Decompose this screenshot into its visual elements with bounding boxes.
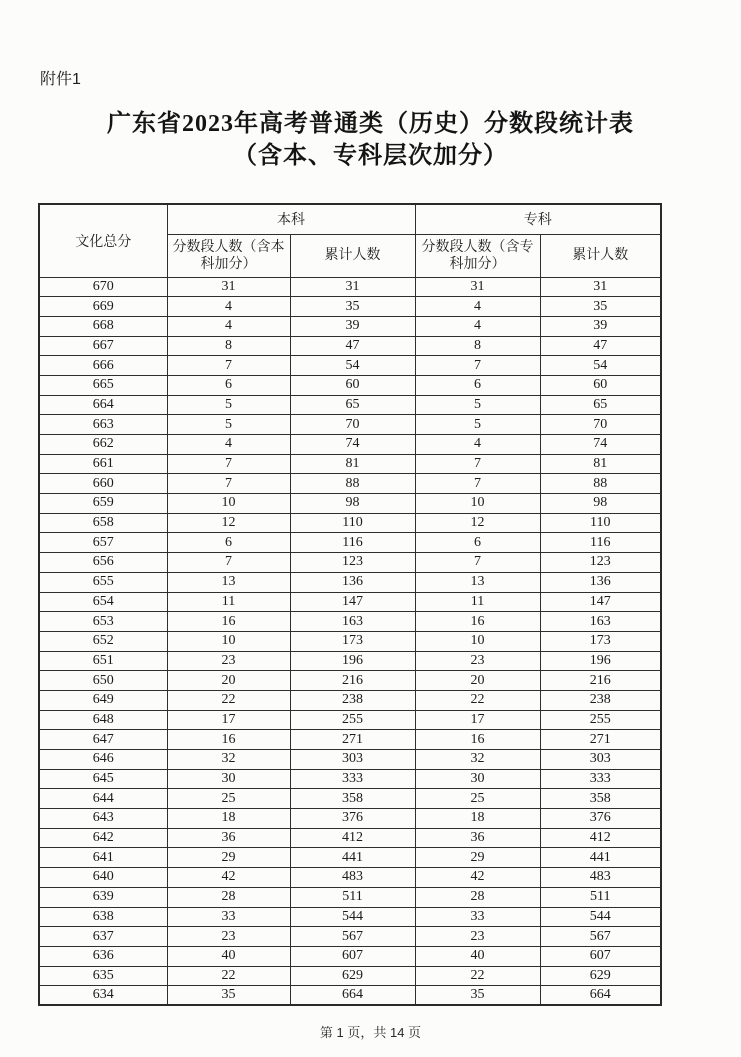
zhuanke-cumulative-cell: 567	[540, 927, 661, 947]
zhuanke-cumulative-cell: 303	[540, 750, 661, 770]
page-title-line1: 广东省2023年高考普通类（历史）分数段统计表	[107, 111, 634, 137]
header-benke-segment: 分数段人数（含本科加分）	[167, 234, 290, 277]
header-zhuanke-cumulative: 累计人数	[540, 234, 661, 277]
zhuanke-segment-cell: 5	[415, 415, 540, 435]
zhuanke-cumulative-cell: 607	[540, 946, 661, 966]
table-row	[39, 769, 661, 789]
header-total-score: 文化总分	[39, 204, 167, 277]
zhuanke-segment-cell: 23	[415, 651, 540, 671]
benke-cumulative-cell: 607	[290, 946, 415, 966]
zhuanke-segment-cell: 5	[415, 395, 540, 415]
score-cell: 650	[39, 671, 167, 691]
benke-segment-cell: 6	[167, 533, 290, 553]
zhuanke-segment-cell: 33	[415, 907, 540, 927]
table-row	[39, 671, 661, 691]
zhuanke-segment-cell: 10	[415, 631, 540, 651]
benke-cumulative-cell: 60	[290, 375, 415, 395]
zhuanke-segment-cell: 16	[415, 612, 540, 632]
score-cell: 638	[39, 907, 167, 927]
zhuanke-cumulative-cell: 271	[540, 730, 661, 750]
benke-cumulative-cell: 47	[290, 336, 415, 356]
zhuanke-segment-cell: 4	[415, 297, 540, 317]
benke-segment-cell: 30	[167, 769, 290, 789]
zhuanke-cumulative-cell: 511	[540, 887, 661, 907]
score-cell: 654	[39, 592, 167, 612]
benke-cumulative-cell: 39	[290, 316, 415, 336]
table-row	[39, 356, 661, 376]
benke-cumulative-cell: 70	[290, 415, 415, 435]
zhuanke-cumulative-cell: 88	[540, 474, 661, 494]
benke-segment-cell: 13	[167, 572, 290, 592]
benke-segment-cell: 23	[167, 927, 290, 947]
zhuanke-segment-cell: 22	[415, 690, 540, 710]
zhuanke-cumulative-cell: 664	[540, 986, 661, 1006]
benke-cumulative-cell: 271	[290, 730, 415, 750]
zhuanke-cumulative-cell: 74	[540, 435, 661, 455]
benke-segment-cell: 29	[167, 848, 290, 868]
benke-cumulative-cell: 123	[290, 553, 415, 573]
benke-cumulative-cell: 216	[290, 671, 415, 691]
benke-cumulative-cell: 255	[290, 710, 415, 730]
benke-segment-cell: 42	[167, 868, 290, 888]
benke-segment-cell: 7	[167, 454, 290, 474]
score-cell: 667	[39, 336, 167, 356]
score-cell: 648	[39, 710, 167, 730]
benke-segment-cell: 4	[167, 297, 290, 317]
benke-cumulative-cell: 664	[290, 986, 415, 1006]
benke-segment-cell: 4	[167, 435, 290, 455]
zhuanke-segment-cell: 42	[415, 868, 540, 888]
zhuanke-cumulative-cell: 412	[540, 828, 661, 848]
zhuanke-cumulative-cell: 147	[540, 592, 661, 612]
table-row	[39, 651, 661, 671]
zhuanke-segment-cell: 31	[415, 277, 540, 297]
zhuanke-segment-cell: 35	[415, 986, 540, 1006]
zhuanke-segment-cell: 16	[415, 730, 540, 750]
score-cell: 666	[39, 356, 167, 376]
table-row	[39, 710, 661, 730]
header-zhuanke-segment: 分数段人数（含专科加分）	[415, 234, 540, 277]
zhuanke-segment-cell: 12	[415, 513, 540, 533]
zhuanke-cumulative-cell: 98	[540, 494, 661, 514]
score-cell: 664	[39, 395, 167, 415]
zhuanke-cumulative-cell: 31	[540, 277, 661, 297]
benke-cumulative-cell: 110	[290, 513, 415, 533]
benke-segment-cell: 6	[167, 375, 290, 395]
table-row	[39, 474, 661, 494]
table-row	[39, 789, 661, 809]
table-row	[39, 631, 661, 651]
zhuanke-segment-cell: 4	[415, 316, 540, 336]
benke-cumulative-cell: 74	[290, 435, 415, 455]
zhuanke-segment-cell: 17	[415, 710, 540, 730]
zhuanke-segment-cell: 30	[415, 769, 540, 789]
table-row	[39, 435, 661, 455]
benke-segment-cell: 4	[167, 316, 290, 336]
score-cell: 660	[39, 474, 167, 494]
score-cell: 639	[39, 887, 167, 907]
page-title-line2: （含本、专科层次加分）	[233, 143, 508, 169]
score-cell: 663	[39, 415, 167, 435]
benke-cumulative-cell: 629	[290, 966, 415, 986]
table-row	[39, 887, 661, 907]
table-row	[39, 336, 661, 356]
zhuanke-segment-cell: 4	[415, 435, 540, 455]
table-row	[39, 848, 661, 868]
table-body	[39, 277, 661, 1005]
zhuanke-cumulative-cell: 196	[540, 651, 661, 671]
zhuanke-cumulative-cell: 110	[540, 513, 661, 533]
score-cell: 658	[39, 513, 167, 533]
benke-segment-cell: 22	[167, 966, 290, 986]
zhuanke-cumulative-cell: 483	[540, 868, 661, 888]
table-row	[39, 494, 661, 514]
table-row	[39, 868, 661, 888]
zhuanke-cumulative-cell: 47	[540, 336, 661, 356]
zhuanke-segment-cell: 6	[415, 533, 540, 553]
benke-cumulative-cell: 238	[290, 690, 415, 710]
zhuanke-cumulative-cell: 70	[540, 415, 661, 435]
score-cell: 669	[39, 297, 167, 317]
score-cell: 646	[39, 750, 167, 770]
table-row	[39, 750, 661, 770]
score-cell: 670	[39, 277, 167, 297]
zhuanke-segment-cell: 7	[415, 454, 540, 474]
table-row	[39, 533, 661, 553]
score-cell: 649	[39, 690, 167, 710]
table-row	[39, 907, 661, 927]
benke-cumulative-cell: 483	[290, 868, 415, 888]
zhuanke-segment-cell: 23	[415, 927, 540, 947]
zhuanke-cumulative-cell: 544	[540, 907, 661, 927]
benke-cumulative-cell: 147	[290, 592, 415, 612]
score-cell: 662	[39, 435, 167, 455]
table-row	[39, 277, 661, 297]
benke-segment-cell: 10	[167, 631, 290, 651]
attachment-label: 附件1	[40, 71, 81, 88]
benke-cumulative-cell: 88	[290, 474, 415, 494]
score-cell: 657	[39, 533, 167, 553]
table-row	[39, 966, 661, 986]
score-cell: 651	[39, 651, 167, 671]
table-row	[39, 572, 661, 592]
table-header	[39, 204, 661, 277]
table-row	[39, 454, 661, 474]
benke-segment-cell: 7	[167, 474, 290, 494]
score-cell: 652	[39, 631, 167, 651]
benke-segment-cell: 22	[167, 690, 290, 710]
zhuanke-segment-cell: 8	[415, 336, 540, 356]
benke-segment-cell: 25	[167, 789, 290, 809]
score-cell: 636	[39, 946, 167, 966]
benke-cumulative-cell: 358	[290, 789, 415, 809]
page-title	[0, 108, 741, 172]
table-row	[39, 395, 661, 415]
score-cell: 653	[39, 612, 167, 632]
benke-segment-cell: 40	[167, 946, 290, 966]
benke-segment-cell: 18	[167, 809, 290, 829]
benke-cumulative-cell: 163	[290, 612, 415, 632]
zhuanke-cumulative-cell: 35	[540, 297, 661, 317]
score-cell: 647	[39, 730, 167, 750]
score-distribution-table	[38, 203, 662, 1006]
benke-segment-cell: 7	[167, 356, 290, 376]
benke-segment-cell: 33	[167, 907, 290, 927]
table-row	[39, 375, 661, 395]
table-row	[39, 946, 661, 966]
header-benke-group: 本科	[167, 204, 415, 234]
score-cell: 659	[39, 494, 167, 514]
benke-segment-cell: 35	[167, 986, 290, 1006]
table-row	[39, 612, 661, 632]
header-zhuanke-group: 专科	[415, 204, 661, 234]
zhuanke-segment-cell: 32	[415, 750, 540, 770]
benke-cumulative-cell: 173	[290, 631, 415, 651]
score-cell: 637	[39, 927, 167, 947]
zhuanke-segment-cell: 6	[415, 375, 540, 395]
table-row	[39, 297, 661, 317]
zhuanke-cumulative-cell: 173	[540, 631, 661, 651]
score-cell: 644	[39, 789, 167, 809]
benke-segment-cell: 12	[167, 513, 290, 533]
benke-cumulative-cell: 116	[290, 533, 415, 553]
table-row	[39, 513, 661, 533]
benke-segment-cell: 5	[167, 415, 290, 435]
benke-cumulative-cell: 376	[290, 809, 415, 829]
benke-cumulative-cell: 511	[290, 887, 415, 907]
header-row-groups	[39, 204, 661, 234]
score-cell: 665	[39, 375, 167, 395]
zhuanke-segment-cell: 7	[415, 474, 540, 494]
benke-segment-cell: 36	[167, 828, 290, 848]
benke-segment-cell: 17	[167, 710, 290, 730]
score-cell: 634	[39, 986, 167, 1006]
table-row	[39, 828, 661, 848]
zhuanke-cumulative-cell: 238	[540, 690, 661, 710]
score-cell: 641	[39, 848, 167, 868]
zhuanke-cumulative-cell: 163	[540, 612, 661, 632]
zhuanke-segment-cell: 18	[415, 809, 540, 829]
benke-segment-cell: 28	[167, 887, 290, 907]
zhuanke-cumulative-cell: 123	[540, 553, 661, 573]
score-cell: 645	[39, 769, 167, 789]
score-cell: 655	[39, 572, 167, 592]
zhuanke-segment-cell: 36	[415, 828, 540, 848]
zhuanke-segment-cell: 13	[415, 572, 540, 592]
zhuanke-segment-cell: 7	[415, 553, 540, 573]
benke-cumulative-cell: 544	[290, 907, 415, 927]
zhuanke-cumulative-cell: 441	[540, 848, 661, 868]
score-cell: 642	[39, 828, 167, 848]
zhuanke-segment-cell: 20	[415, 671, 540, 691]
benke-cumulative-cell: 136	[290, 572, 415, 592]
benke-segment-cell: 5	[167, 395, 290, 415]
benke-segment-cell: 11	[167, 592, 290, 612]
benke-segment-cell: 10	[167, 494, 290, 514]
table-row	[39, 553, 661, 573]
zhuanke-cumulative-cell: 255	[540, 710, 661, 730]
score-cell: 635	[39, 966, 167, 986]
zhuanke-cumulative-cell: 333	[540, 769, 661, 789]
table-row	[39, 927, 661, 947]
zhuanke-segment-cell: 25	[415, 789, 540, 809]
score-cell: 640	[39, 868, 167, 888]
zhuanke-cumulative-cell: 60	[540, 375, 661, 395]
benke-segment-cell: 8	[167, 336, 290, 356]
zhuanke-segment-cell: 10	[415, 494, 540, 514]
zhuanke-cumulative-cell: 116	[540, 533, 661, 553]
benke-cumulative-cell: 567	[290, 927, 415, 947]
zhuanke-cumulative-cell: 629	[540, 966, 661, 986]
table-row	[39, 316, 661, 336]
zhuanke-cumulative-cell: 81	[540, 454, 661, 474]
zhuanke-segment-cell: 40	[415, 946, 540, 966]
zhuanke-cumulative-cell: 39	[540, 316, 661, 336]
zhuanke-segment-cell: 29	[415, 848, 540, 868]
benke-cumulative-cell: 196	[290, 651, 415, 671]
table-row	[39, 730, 661, 750]
score-cell: 661	[39, 454, 167, 474]
header-benke-cumulative: 累计人数	[290, 234, 415, 277]
page-number-footer: 第 1 页，共 14 页	[319, 1025, 422, 1040]
score-cell: 656	[39, 553, 167, 573]
zhuanke-cumulative-cell: 376	[540, 809, 661, 829]
benke-segment-cell: 7	[167, 553, 290, 573]
benke-segment-cell: 20	[167, 671, 290, 691]
zhuanke-segment-cell: 11	[415, 592, 540, 612]
table-row	[39, 592, 661, 612]
table-row	[39, 415, 661, 435]
benke-cumulative-cell: 333	[290, 769, 415, 789]
zhuanke-segment-cell: 28	[415, 887, 540, 907]
score-cell: 668	[39, 316, 167, 336]
benke-segment-cell: 32	[167, 750, 290, 770]
zhuanke-cumulative-cell: 358	[540, 789, 661, 809]
benke-segment-cell: 16	[167, 730, 290, 750]
zhuanke-cumulative-cell: 216	[540, 671, 661, 691]
zhuanke-cumulative-cell: 65	[540, 395, 661, 415]
table-row	[39, 986, 661, 1006]
benke-segment-cell: 23	[167, 651, 290, 671]
benke-cumulative-cell: 54	[290, 356, 415, 376]
benke-segment-cell: 16	[167, 612, 290, 632]
benke-cumulative-cell: 412	[290, 828, 415, 848]
benke-cumulative-cell: 303	[290, 750, 415, 770]
benke-cumulative-cell: 81	[290, 454, 415, 474]
score-cell: 643	[39, 809, 167, 829]
table-row	[39, 690, 661, 710]
benke-cumulative-cell: 98	[290, 494, 415, 514]
benke-cumulative-cell: 35	[290, 297, 415, 317]
benke-cumulative-cell: 31	[290, 277, 415, 297]
benke-cumulative-cell: 441	[290, 848, 415, 868]
zhuanke-segment-cell: 7	[415, 356, 540, 376]
benke-segment-cell: 31	[167, 277, 290, 297]
table-row	[39, 809, 661, 829]
zhuanke-cumulative-cell: 54	[540, 356, 661, 376]
zhuanke-segment-cell: 22	[415, 966, 540, 986]
benke-cumulative-cell: 65	[290, 395, 415, 415]
zhuanke-cumulative-cell: 136	[540, 572, 661, 592]
